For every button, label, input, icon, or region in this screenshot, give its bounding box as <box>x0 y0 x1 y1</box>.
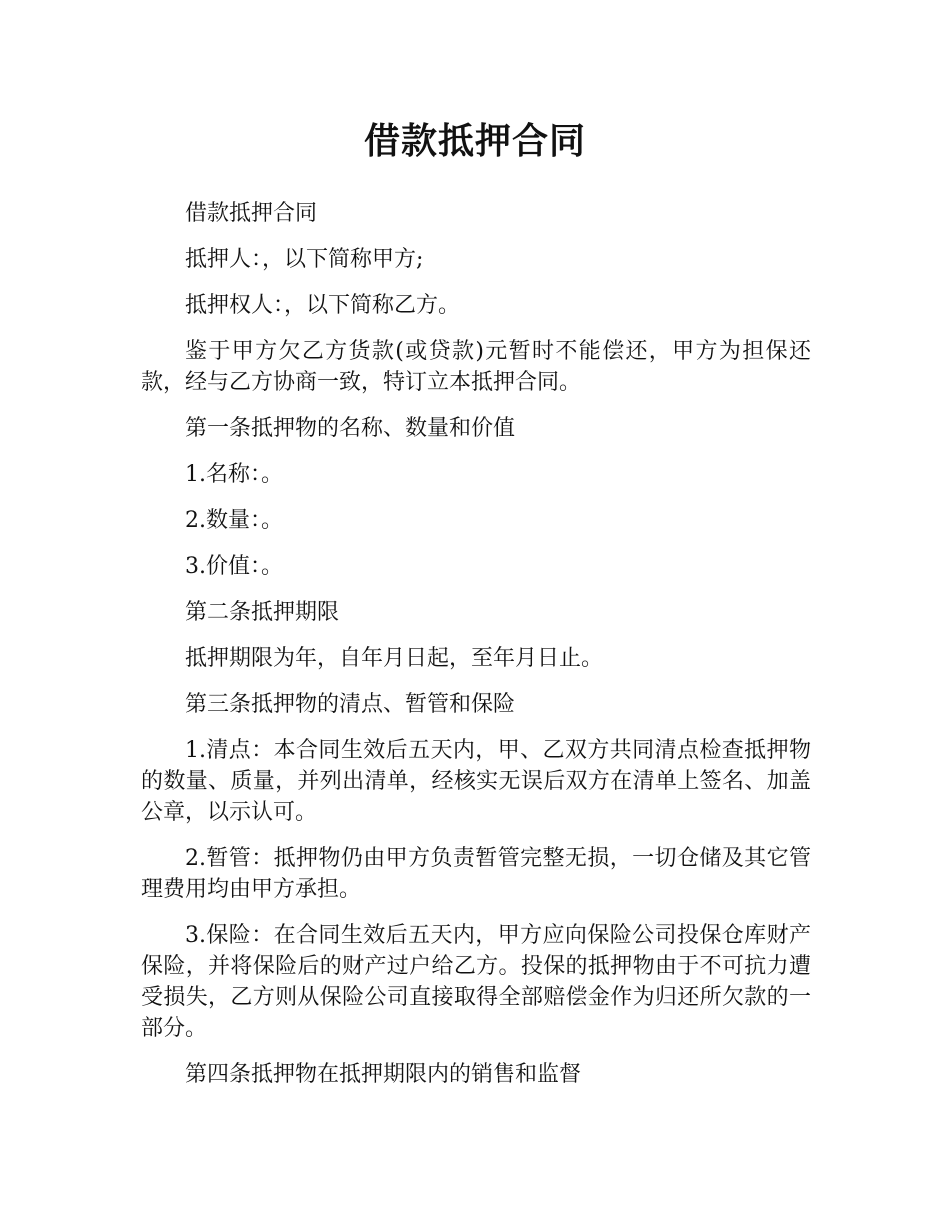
paragraph-heading: 借款抵押合同 <box>185 201 318 226</box>
document-body <box>141 198 811 1105</box>
article-3-item-custody: 2.暂管：抵押物仍由甲方负责暂管完整无损，一切仓储及其它管理费用均由甲方承担。 <box>141 846 811 902</box>
article-3-item-inventory: 1.清点：本合同生效后五天内，甲、乙双方共同清点检查抵押物的数量、质量，并列出清单，经核实无误后双方在清单上签名、加盖公章，以示认可。 <box>141 738 811 825</box>
article-1-item-name: 1.名称：。 <box>185 462 283 487</box>
article-3-heading: 第三条抵押物的清点、暂管和保险 <box>185 692 516 717</box>
article-2-heading: 第二条抵押期限 <box>185 600 340 625</box>
paragraph-mortgagor: 抵押人：，以下简称甲方; <box>185 247 424 272</box>
article-1-item-value: 3.价值：。 <box>185 554 283 579</box>
article-1-item-quantity: 2.数量：。 <box>185 508 283 533</box>
paragraph-preamble: 鉴于甲方欠乙方货款(或贷款)元暂时不能偿还，甲方为担保还款，经与乙方协商一致，特订立本抵押合同。 <box>141 339 811 395</box>
paragraph-mortgagee: 抵押权人：，以下简称乙方。 <box>185 293 461 318</box>
article-4-heading: 第四条抵押物在抵押期限内的销售和监督 <box>185 1062 582 1087</box>
article-3-item-insurance: 3.保险：在合同生效后五天内，甲方应向保险公司投保仓库财产保险，并将保险后的财产过户给乙方。投保的抵押物由于不可抗力遭受损失，乙方则从保险公司直接取得全部赔偿金作为归还所欠款的一部分。 <box>141 923 811 1041</box>
article-1-heading: 第一条抵押物的名称、数量和价值 <box>185 416 516 441</box>
article-2-term: 抵押期限为年，自年月日起，至年月日止。 <box>185 646 604 671</box>
document-title: 借款抵押合同 <box>363 121 586 162</box>
